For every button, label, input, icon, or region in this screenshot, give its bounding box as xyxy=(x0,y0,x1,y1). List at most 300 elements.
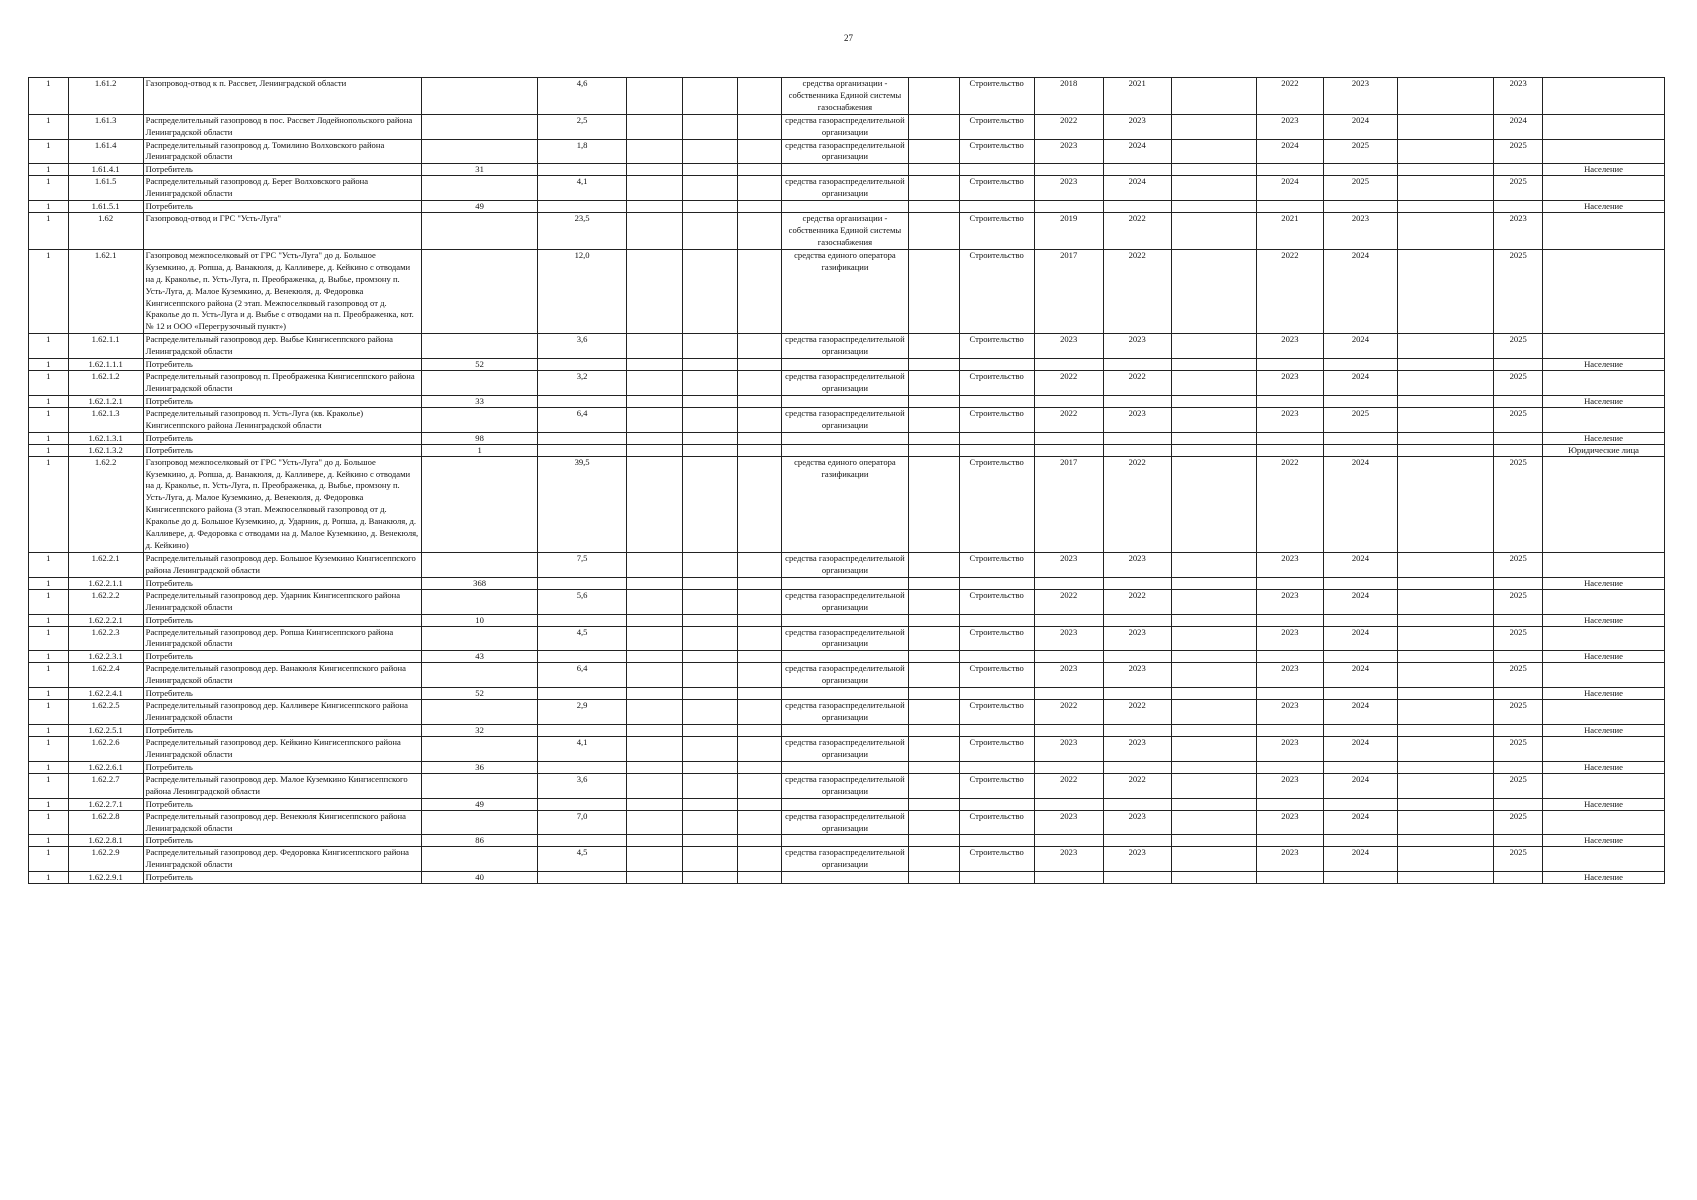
year-c xyxy=(1494,432,1543,444)
year-c: 2025 xyxy=(1494,847,1543,872)
row-index: 1 xyxy=(29,700,69,725)
length-value: 6,4 xyxy=(538,407,626,432)
empty-cell xyxy=(738,456,782,552)
length-value: 2,5 xyxy=(538,114,626,139)
work-type xyxy=(959,395,1034,407)
empty-cell xyxy=(682,847,738,872)
year-end xyxy=(1103,724,1171,736)
empty-cell xyxy=(908,663,959,688)
work-type: Строительство xyxy=(959,78,1034,115)
row-name: Распределительный газопровод в пос. Рассвет Лодейнопольского района Ленинградской области xyxy=(143,114,421,139)
year-start: 2023 xyxy=(1034,176,1103,201)
year-end: 2022 xyxy=(1103,371,1171,396)
work-type: Строительство xyxy=(959,249,1034,333)
object-row xyxy=(29,736,1665,761)
row-code: 1.62.2.7.1 xyxy=(68,798,143,810)
consumer-category: Население xyxy=(1543,395,1665,407)
work-type xyxy=(959,798,1034,810)
empty-cell xyxy=(682,810,738,835)
empty-cell xyxy=(738,164,782,176)
empty-cell xyxy=(1171,456,1256,552)
year-b xyxy=(1323,761,1397,773)
empty-cell xyxy=(1171,249,1256,333)
year-start: 2023 xyxy=(1034,626,1103,651)
funding-source xyxy=(781,724,908,736)
year-end: 2022 xyxy=(1103,700,1171,725)
length-value: 3,6 xyxy=(538,773,626,798)
row-name: Распределительный газопровод д. Берег Волховского района Ленинградской области xyxy=(143,176,421,201)
empty-cell xyxy=(908,773,959,798)
empty-cell xyxy=(1397,164,1493,176)
object-row xyxy=(29,663,1665,688)
consumer-count xyxy=(421,773,538,798)
empty-cell xyxy=(626,810,682,835)
year-c xyxy=(1494,577,1543,589)
year-start: 2017 xyxy=(1034,249,1103,333)
length-value xyxy=(538,359,626,371)
year-start xyxy=(1034,395,1103,407)
row-code: 1.62.1.3 xyxy=(68,407,143,432)
empty-cell xyxy=(908,626,959,651)
year-c: 2025 xyxy=(1494,552,1543,577)
empty-cell xyxy=(1397,626,1493,651)
empty-cell xyxy=(626,395,682,407)
year-b xyxy=(1323,395,1397,407)
row-code: 1.61.5 xyxy=(68,176,143,201)
empty-cell xyxy=(682,798,738,810)
year-b xyxy=(1323,164,1397,176)
empty-cell xyxy=(626,407,682,432)
empty-cell xyxy=(1171,577,1256,589)
object-row xyxy=(29,176,1665,201)
consumer-count xyxy=(421,736,538,761)
empty-cell xyxy=(1171,359,1256,371)
empty-cell xyxy=(1171,407,1256,432)
year-end xyxy=(1103,444,1171,456)
year-end xyxy=(1103,577,1171,589)
year-end: 2022 xyxy=(1103,589,1171,614)
row-code: 1.62.1.3.2 xyxy=(68,444,143,456)
empty-cell xyxy=(626,798,682,810)
length-value xyxy=(538,614,626,626)
year-end xyxy=(1103,395,1171,407)
consumer-count: 33 xyxy=(421,395,538,407)
row-name: Потребитель xyxy=(143,577,421,589)
consumer-category: Население xyxy=(1543,872,1665,884)
consumer-category xyxy=(1543,847,1665,872)
row-code: 1.62.1.1.1 xyxy=(68,359,143,371)
work-type xyxy=(959,164,1034,176)
work-type: Строительство xyxy=(959,371,1034,396)
empty-cell xyxy=(626,176,682,201)
empty-cell xyxy=(738,835,782,847)
empty-cell xyxy=(738,847,782,872)
year-end xyxy=(1103,651,1171,663)
empty-cell xyxy=(682,444,738,456)
row-name: Потребитель xyxy=(143,835,421,847)
empty-cell xyxy=(1171,614,1256,626)
row-name: Потребитель xyxy=(143,444,421,456)
year-start: 2022 xyxy=(1034,700,1103,725)
empty-cell xyxy=(738,577,782,589)
empty-cell xyxy=(1397,552,1493,577)
year-a: 2022 xyxy=(1256,78,1323,115)
empty-cell xyxy=(1171,395,1256,407)
year-c: 2023 xyxy=(1494,78,1543,115)
empty-cell xyxy=(738,626,782,651)
year-start xyxy=(1034,444,1103,456)
work-type: Строительство xyxy=(959,700,1034,725)
empty-cell xyxy=(1397,78,1493,115)
empty-cell xyxy=(908,847,959,872)
consumer-category xyxy=(1543,78,1665,115)
work-type: Строительство xyxy=(959,810,1034,835)
empty-cell xyxy=(1397,139,1493,164)
empty-cell xyxy=(1397,249,1493,333)
empty-cell xyxy=(908,589,959,614)
row-index: 1 xyxy=(29,78,69,115)
empty-cell xyxy=(908,249,959,333)
empty-cell xyxy=(908,78,959,115)
empty-cell xyxy=(1397,407,1493,432)
year-b: 2024 xyxy=(1323,334,1397,359)
year-c xyxy=(1494,359,1543,371)
year-start: 2019 xyxy=(1034,213,1103,250)
year-c: 2025 xyxy=(1494,371,1543,396)
row-index: 1 xyxy=(29,810,69,835)
row-name: Газопровод-отвод и ГРС "Усть-Луга" xyxy=(143,213,421,250)
empty-cell xyxy=(908,872,959,884)
consumer-count: 40 xyxy=(421,872,538,884)
funding-source xyxy=(781,395,908,407)
consumer-count xyxy=(421,213,538,250)
year-a: 2024 xyxy=(1256,139,1323,164)
consumer-category xyxy=(1543,589,1665,614)
year-c xyxy=(1494,798,1543,810)
empty-cell xyxy=(682,201,738,213)
object-row xyxy=(29,589,1665,614)
row-code: 1.62.2.2.1 xyxy=(68,614,143,626)
funding-source: средства газораспределительной организации xyxy=(781,334,908,359)
year-a xyxy=(1256,724,1323,736)
row-name: Распределительный газопровод п. Преображенка Кингисеппского района Ленинградской области xyxy=(143,371,421,396)
row-code: 1.62.2.6.1 xyxy=(68,761,143,773)
funding-source: средства газораспределительной организации xyxy=(781,847,908,872)
year-end: 2023 xyxy=(1103,626,1171,651)
empty-cell xyxy=(1397,798,1493,810)
empty-cell xyxy=(1171,552,1256,577)
empty-cell xyxy=(1171,444,1256,456)
consumer-count xyxy=(421,114,538,139)
year-c xyxy=(1494,614,1543,626)
empty-cell xyxy=(908,552,959,577)
year-b: 2024 xyxy=(1323,456,1397,552)
empty-cell xyxy=(908,444,959,456)
length-value xyxy=(538,835,626,847)
consumer-count: 52 xyxy=(421,359,538,371)
funding-source: средства газораспределительной организации xyxy=(781,371,908,396)
year-b: 2024 xyxy=(1323,626,1397,651)
year-start: 2023 xyxy=(1034,847,1103,872)
row-code: 1.61.2 xyxy=(68,78,143,115)
year-a: 2024 xyxy=(1256,176,1323,201)
consumer-row xyxy=(29,201,1665,213)
year-c: 2025 xyxy=(1494,736,1543,761)
object-row xyxy=(29,773,1665,798)
empty-cell xyxy=(908,577,959,589)
year-b xyxy=(1323,724,1397,736)
row-code: 1.62.1.1 xyxy=(68,334,143,359)
empty-cell xyxy=(626,651,682,663)
empty-cell xyxy=(908,359,959,371)
row-name: Потребитель xyxy=(143,798,421,810)
row-name: Распределительный газопровод дер. Большое Куземкино Кингисеппского района Ленинградской области xyxy=(143,552,421,577)
consumer-count xyxy=(421,249,538,333)
row-name: Распределительный газопровод п. Усть-Луга (кв. Краколье) Кингисеппского района Ленинградской области xyxy=(143,407,421,432)
row-code: 1.62.2.8.1 xyxy=(68,835,143,847)
empty-cell xyxy=(1397,614,1493,626)
row-name: Распределительный газопровод дер. Выбье Кингисеппского района Ленинградской области xyxy=(143,334,421,359)
object-row xyxy=(29,847,1665,872)
funding-source xyxy=(781,164,908,176)
empty-cell xyxy=(682,736,738,761)
year-end: 2023 xyxy=(1103,736,1171,761)
year-start: 2022 xyxy=(1034,589,1103,614)
work-type xyxy=(959,724,1034,736)
year-c: 2025 xyxy=(1494,139,1543,164)
length-value xyxy=(538,761,626,773)
row-index: 1 xyxy=(29,651,69,663)
work-type: Строительство xyxy=(959,773,1034,798)
row-name: Потребитель xyxy=(143,761,421,773)
consumer-count: 32 xyxy=(421,724,538,736)
year-a xyxy=(1256,872,1323,884)
empty-cell xyxy=(908,371,959,396)
object-row xyxy=(29,371,1665,396)
length-value: 5,6 xyxy=(538,589,626,614)
row-code: 1.62.2.3 xyxy=(68,626,143,651)
year-start xyxy=(1034,651,1103,663)
funding-source: средства газораспределительной организации xyxy=(781,663,908,688)
year-c: 2023 xyxy=(1494,213,1543,250)
year-b: 2024 xyxy=(1323,773,1397,798)
row-index: 1 xyxy=(29,176,69,201)
length-value xyxy=(538,432,626,444)
consumer-count xyxy=(421,139,538,164)
consumer-category: Население xyxy=(1543,614,1665,626)
year-c: 2025 xyxy=(1494,589,1543,614)
row-index: 1 xyxy=(29,872,69,884)
object-row xyxy=(29,810,1665,835)
row-code: 1.62.2.9.1 xyxy=(68,872,143,884)
year-c: 2025 xyxy=(1494,773,1543,798)
empty-cell xyxy=(1171,761,1256,773)
empty-cell xyxy=(908,395,959,407)
consumer-category: Население xyxy=(1543,164,1665,176)
year-a xyxy=(1256,432,1323,444)
year-c: 2025 xyxy=(1494,626,1543,651)
length-value xyxy=(538,651,626,663)
year-b xyxy=(1323,432,1397,444)
row-code: 1.61.4.1 xyxy=(68,164,143,176)
funding-source xyxy=(781,835,908,847)
consumer-category: Население xyxy=(1543,651,1665,663)
empty-cell xyxy=(1397,700,1493,725)
work-type xyxy=(959,444,1034,456)
consumer-count: 52 xyxy=(421,688,538,700)
empty-cell xyxy=(1171,371,1256,396)
consumer-category: Население xyxy=(1543,359,1665,371)
year-start: 2023 xyxy=(1034,552,1103,577)
empty-cell xyxy=(908,724,959,736)
empty-cell xyxy=(1171,201,1256,213)
year-end: 2023 xyxy=(1103,407,1171,432)
consumer-category xyxy=(1543,213,1665,250)
consumer-count: 49 xyxy=(421,798,538,810)
work-type xyxy=(959,688,1034,700)
row-index: 1 xyxy=(29,773,69,798)
year-start: 2022 xyxy=(1034,371,1103,396)
year-b: 2024 xyxy=(1323,663,1397,688)
empty-cell xyxy=(1397,872,1493,884)
consumer-row xyxy=(29,444,1665,456)
consumer-row xyxy=(29,798,1665,810)
row-index: 1 xyxy=(29,688,69,700)
empty-cell xyxy=(626,589,682,614)
year-c: 2025 xyxy=(1494,663,1543,688)
object-row xyxy=(29,456,1665,552)
work-type: Строительство xyxy=(959,334,1034,359)
empty-cell xyxy=(908,114,959,139)
empty-cell xyxy=(908,614,959,626)
empty-cell xyxy=(626,552,682,577)
empty-cell xyxy=(626,432,682,444)
year-c: 2025 xyxy=(1494,176,1543,201)
year-a: 2023 xyxy=(1256,552,1323,577)
year-b: 2025 xyxy=(1323,407,1397,432)
year-end xyxy=(1103,164,1171,176)
empty-cell xyxy=(738,334,782,359)
empty-cell xyxy=(682,249,738,333)
row-name: Потребитель xyxy=(143,688,421,700)
row-name: Распределительный газопровод дер. Венекюля Кингисеппского района Ленинградской области xyxy=(143,810,421,835)
empty-cell xyxy=(1171,847,1256,872)
consumer-category: Население xyxy=(1543,577,1665,589)
object-row xyxy=(29,407,1665,432)
year-b: 2025 xyxy=(1323,139,1397,164)
year-end: 2024 xyxy=(1103,176,1171,201)
empty-cell xyxy=(682,176,738,201)
consumer-row xyxy=(29,724,1665,736)
empty-cell xyxy=(626,614,682,626)
empty-cell xyxy=(1397,651,1493,663)
empty-cell xyxy=(908,334,959,359)
empty-cell xyxy=(1171,663,1256,688)
row-index: 1 xyxy=(29,835,69,847)
year-b: 2024 xyxy=(1323,552,1397,577)
consumer-category xyxy=(1543,626,1665,651)
year-end xyxy=(1103,359,1171,371)
empty-cell xyxy=(626,164,682,176)
year-end xyxy=(1103,614,1171,626)
consumer-category: Население xyxy=(1543,761,1665,773)
empty-cell xyxy=(626,663,682,688)
consumer-row xyxy=(29,359,1665,371)
empty-cell xyxy=(626,213,682,250)
year-end: 2022 xyxy=(1103,213,1171,250)
work-type: Строительство xyxy=(959,407,1034,432)
year-c: 2025 xyxy=(1494,456,1543,552)
consumer-count xyxy=(421,456,538,552)
empty-cell xyxy=(626,688,682,700)
length-value: 3,6 xyxy=(538,334,626,359)
work-type: Строительство xyxy=(959,847,1034,872)
empty-cell xyxy=(738,432,782,444)
consumer-category xyxy=(1543,736,1665,761)
empty-cell xyxy=(626,456,682,552)
consumer-count xyxy=(421,810,538,835)
row-index: 1 xyxy=(29,614,69,626)
funding-source: средства единого оператора газификации xyxy=(781,249,908,333)
work-type: Строительство xyxy=(959,139,1034,164)
length-value xyxy=(538,577,626,589)
year-end: 2023 xyxy=(1103,663,1171,688)
empty-cell xyxy=(626,724,682,736)
row-code: 1.62.2.5 xyxy=(68,700,143,725)
year-c: 2025 xyxy=(1494,407,1543,432)
empty-cell xyxy=(1397,213,1493,250)
funding-source xyxy=(781,432,908,444)
empty-cell xyxy=(682,359,738,371)
empty-cell xyxy=(626,444,682,456)
consumer-count: 10 xyxy=(421,614,538,626)
year-a xyxy=(1256,444,1323,456)
empty-cell xyxy=(738,688,782,700)
consumer-row xyxy=(29,614,1665,626)
consumer-row xyxy=(29,761,1665,773)
consumer-category xyxy=(1543,371,1665,396)
object-row xyxy=(29,626,1665,651)
object-row xyxy=(29,139,1665,164)
consumer-category xyxy=(1543,773,1665,798)
consumer-category xyxy=(1543,810,1665,835)
year-b xyxy=(1323,577,1397,589)
empty-cell xyxy=(908,651,959,663)
year-a: 2023 xyxy=(1256,626,1323,651)
empty-cell xyxy=(738,810,782,835)
work-type xyxy=(959,201,1034,213)
empty-cell xyxy=(1397,395,1493,407)
empty-cell xyxy=(626,761,682,773)
empty-cell xyxy=(682,614,738,626)
row-index: 1 xyxy=(29,114,69,139)
row-code: 1.62.2.8 xyxy=(68,810,143,835)
funding-source xyxy=(781,688,908,700)
length-value: 39,5 xyxy=(538,456,626,552)
row-index: 1 xyxy=(29,456,69,552)
year-start: 2023 xyxy=(1034,810,1103,835)
funding-source: средства единого оператора газификации xyxy=(781,456,908,552)
year-end: 2023 xyxy=(1103,114,1171,139)
empty-cell xyxy=(1397,663,1493,688)
year-a xyxy=(1256,201,1323,213)
consumer-category: Население xyxy=(1543,798,1665,810)
row-code: 1.61.3 xyxy=(68,114,143,139)
row-name: Газопровод межпоселковый от ГРС "Усть-Луга" до д. Большое Куземкино, д. Ропша, д. Ванакюля, д. Калливере, д. Кейкино с отводами на д. Краколье, п. Усть-Луга, п. Преображенка, д. Выбье, промзону п. Усть-Луга, д. Малое Куземкино, д. Венекюля, д. Федоровка Кингисеппского района (3 этап. Межпоселковый газопровод от д. Краколье до д. Большое Куземкино, д. Ударник, д. Ропша, д. Ванакюля, д. Калливере, д. Федоровка с отводами на д. Малое Куземкино, д. Венекюля, д. Кейкино) xyxy=(143,456,421,552)
year-end xyxy=(1103,432,1171,444)
empty-cell xyxy=(1397,359,1493,371)
row-code: 1.62.2.4 xyxy=(68,663,143,688)
